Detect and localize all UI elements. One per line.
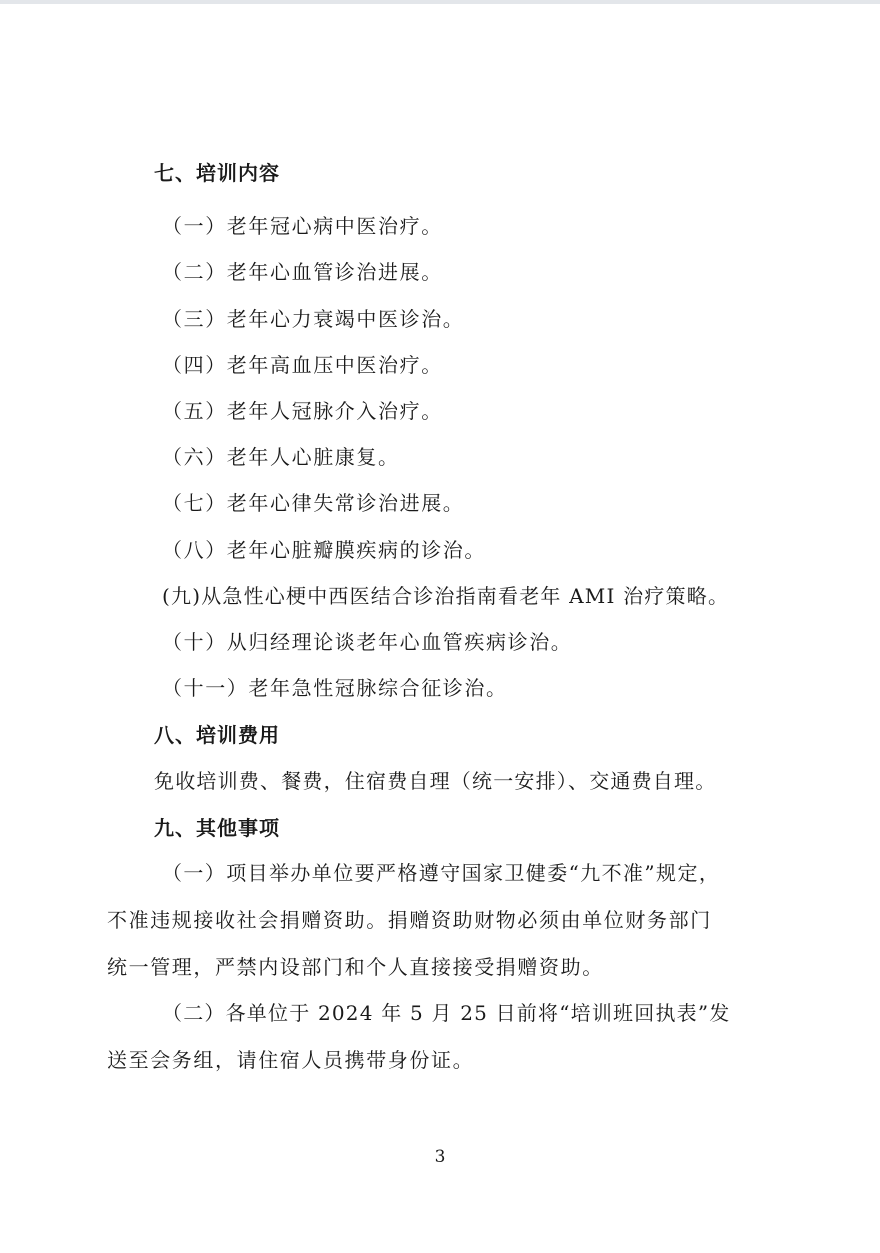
section-7-item-3: （三）老年心力衰竭中医诊治。 — [162, 307, 465, 331]
section-9-heading: 九、其他事项 — [154, 816, 280, 840]
section-7-item-5: （五）老年人冠脉介入治疗。 — [162, 399, 443, 423]
section-9-item-2-line-2: 送至会务组，请住宿人员携带身份证。 — [107, 1048, 475, 1072]
section-9-item-1-line-1: （一）项目举办单位要严格遵守国家卫健委“九不准”规定， — [162, 861, 721, 885]
section-7-item-6: （六）老年人心脏康复。 — [162, 445, 400, 469]
section-7-item-9: (九)从急性心梗中西医结合诊治指南看老年 AMI 治疗策略。 — [162, 584, 730, 608]
section-7-item-11: （十一）老年急性冠脉综合征诊治。 — [162, 676, 508, 700]
section-9-item-1-line-3: 统一管理，严禁内设部门和个人直接接受捐赠资助。 — [107, 955, 604, 979]
section-8-heading: 八、培训费用 — [154, 723, 280, 747]
section-7-item-10: （十）从归经理论谈老年心血管疾病诊治。 — [162, 630, 573, 654]
section-7-item-7: （七）老年心律失常诊治进展。 — [162, 491, 465, 515]
section-7-item-4: （四）老年高血压中医治疗。 — [162, 353, 443, 377]
page-number: 3 — [434, 1147, 446, 1167]
section-8-text: 免收培训费、餐费，住宿费自理（统一安排）、交通费自理。 — [154, 769, 717, 793]
section-9-item-1-line-2: 不准违规接收社会捐赠资助。捐赠资助财物必须由单位财务部门 — [107, 908, 712, 932]
section-7-item-2: （二）老年心血管诊治进展。 — [162, 260, 443, 284]
section-7-item-1: （一）老年冠心病中医治疗。 — [162, 214, 443, 238]
section-9-item-2-line-1: （二）各单位于 2024 年 5 月 25 日前将“培训班回执表”发 — [162, 1001, 731, 1025]
section-7-heading: 七、培训内容 — [154, 161, 280, 185]
section-7-item-8: （八）老年心脏瓣膜疾病的诊治。 — [162, 538, 486, 562]
